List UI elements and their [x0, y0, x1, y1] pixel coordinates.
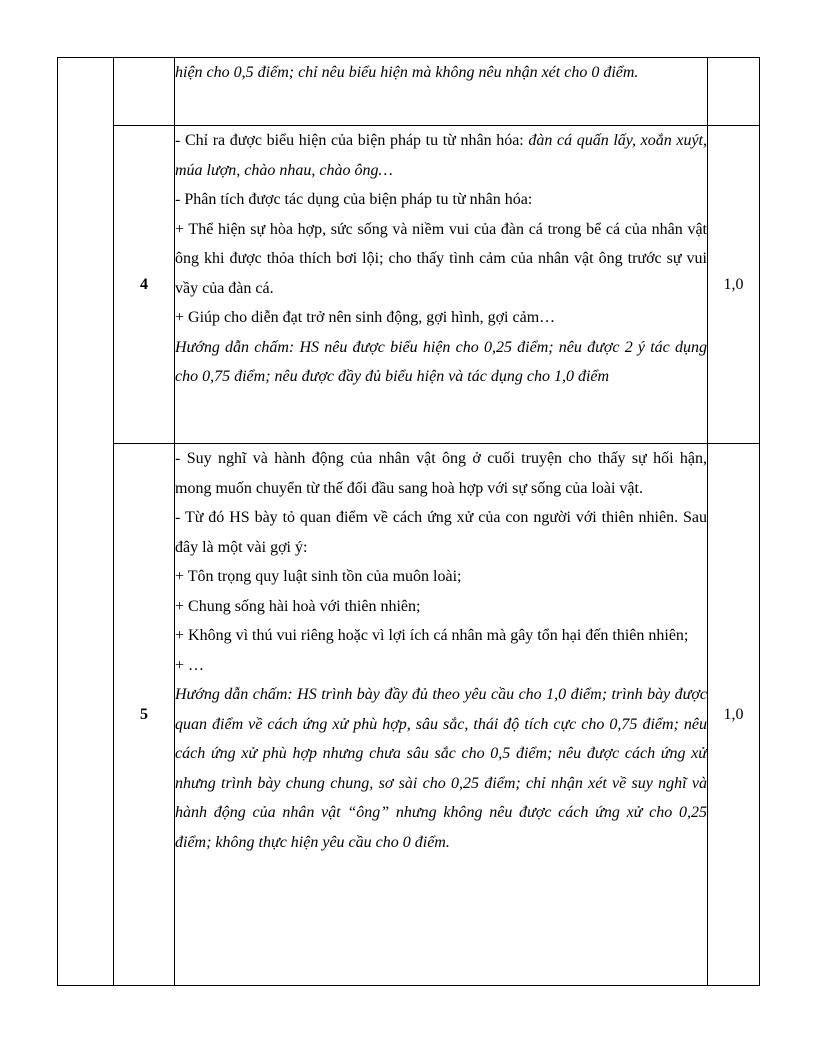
content-paragraph [175, 444, 707, 503]
content-paragraph [175, 58, 707, 88]
content-paragraph [175, 333, 707, 392]
table-row [58, 444, 760, 986]
content-cell [175, 444, 708, 986]
text-run: hiện cho 0,5 điểm; chỉ nêu biểu hiện mà không nêu nhận xét cho 0 điểm. [175, 64, 639, 81]
content-paragraph [175, 562, 707, 592]
content-paragraph [175, 303, 707, 333]
question-number-cell [114, 58, 175, 126]
text-run: + Tôn trọng quy luật sinh tồn của muôn loài; [175, 568, 462, 585]
text-run: + … [175, 656, 205, 674]
text-run: đàn cá quấn lấy, xoắn xuýt, múa lượn, chào nhau, chào ông… [175, 132, 708, 179]
question-number-cell: 4 [114, 126, 175, 444]
rubric-table-body [58, 58, 760, 986]
text-run: Hướng dẫn chấm: HS trình bày đầy đủ theo yêu cầu cho 1,0 điểm; trình bày được quan điểm về cách ứng xử phù hợp, sâu sắc, thái độ tích cực cho 0,75 điểm; nêu cách ứng xử phù hợp nhưng chưa sâu sắc cho 0,5 điểm; nêu được cách ứng xử nhưng trình bày chung chung, sơ sài cho 0,25 điểm; chỉ nhận xét về suy nghĩ và hành động của nhân vật “ông” nhưng không nêu được cách ứng xử cho 0,25 điểm; không thực hiện yêu cầu cho 0 điểm. [175, 686, 707, 851]
rubric-table [57, 57, 760, 986]
content-paragraph [175, 592, 707, 622]
table-row [58, 126, 760, 444]
text-run: Hướng dẫn chấm: HS nêu được biểu hiện cho 0,25 điểm; nêu được 2 ý tác dụng cho 0,75 điểm; nêu được đầy đủ biểu hiện và tác dụng cho 1,0 điểm [175, 338, 707, 385]
text-run: - Suy nghĩ và hành động của nhân vật ông ở cuối truyện cho thấy sự hối hận, mong muốn chuyển từ thế đối đầu sang hoà hợp với sự sống của loài vật. [175, 450, 707, 497]
content-paragraph [175, 651, 707, 681]
content-paragraph [175, 680, 707, 857]
content-cell [175, 126, 708, 444]
question-number-cell: 5 [114, 444, 175, 986]
content-paragraph [175, 503, 707, 562]
content-cell [175, 58, 708, 126]
section-cell [58, 58, 114, 986]
table-row [58, 58, 760, 126]
text-run: - Phân tích được tác dụng của biện pháp tu từ nhân hóa: [175, 191, 533, 208]
points-cell: 1,0 [708, 444, 760, 986]
text-run: + Giúp cho diễn đạt trở nên sinh động, gợi hình, gợi cảm… [175, 309, 556, 326]
content-paragraph [175, 126, 707, 185]
text-run: + Chung sống hài hoà với thiên nhiên; [175, 597, 421, 615]
content-paragraph [175, 185, 707, 215]
text-run: - Chỉ ra được biểu hiện của biện pháp tu từ nhân hóa: [175, 132, 529, 149]
points-cell [708, 58, 760, 126]
text-run: + Thể hiện sự hòa hợp, sức sống và niềm vui của đàn cá trong bể cá của nhân vật ông khi được thỏa thích bơi lội; cho thấy tình cảm của nhân vật ông trước sự vui vầy của đàn cá. [175, 220, 707, 297]
points-cell: 1,0 [708, 126, 760, 444]
content-paragraph [175, 215, 707, 304]
content-paragraph [175, 621, 707, 651]
text-run: + Không vì thú vui riêng hoặc vì lợi ích cá nhân mà gây tổn hại đến thiên nhiên; [175, 627, 689, 644]
text-run: - Từ đó HS bày tỏ quan điểm về cách ứng xử của con người với thiên nhiên. Sau đây là một vài gợi ý: [175, 509, 707, 556]
